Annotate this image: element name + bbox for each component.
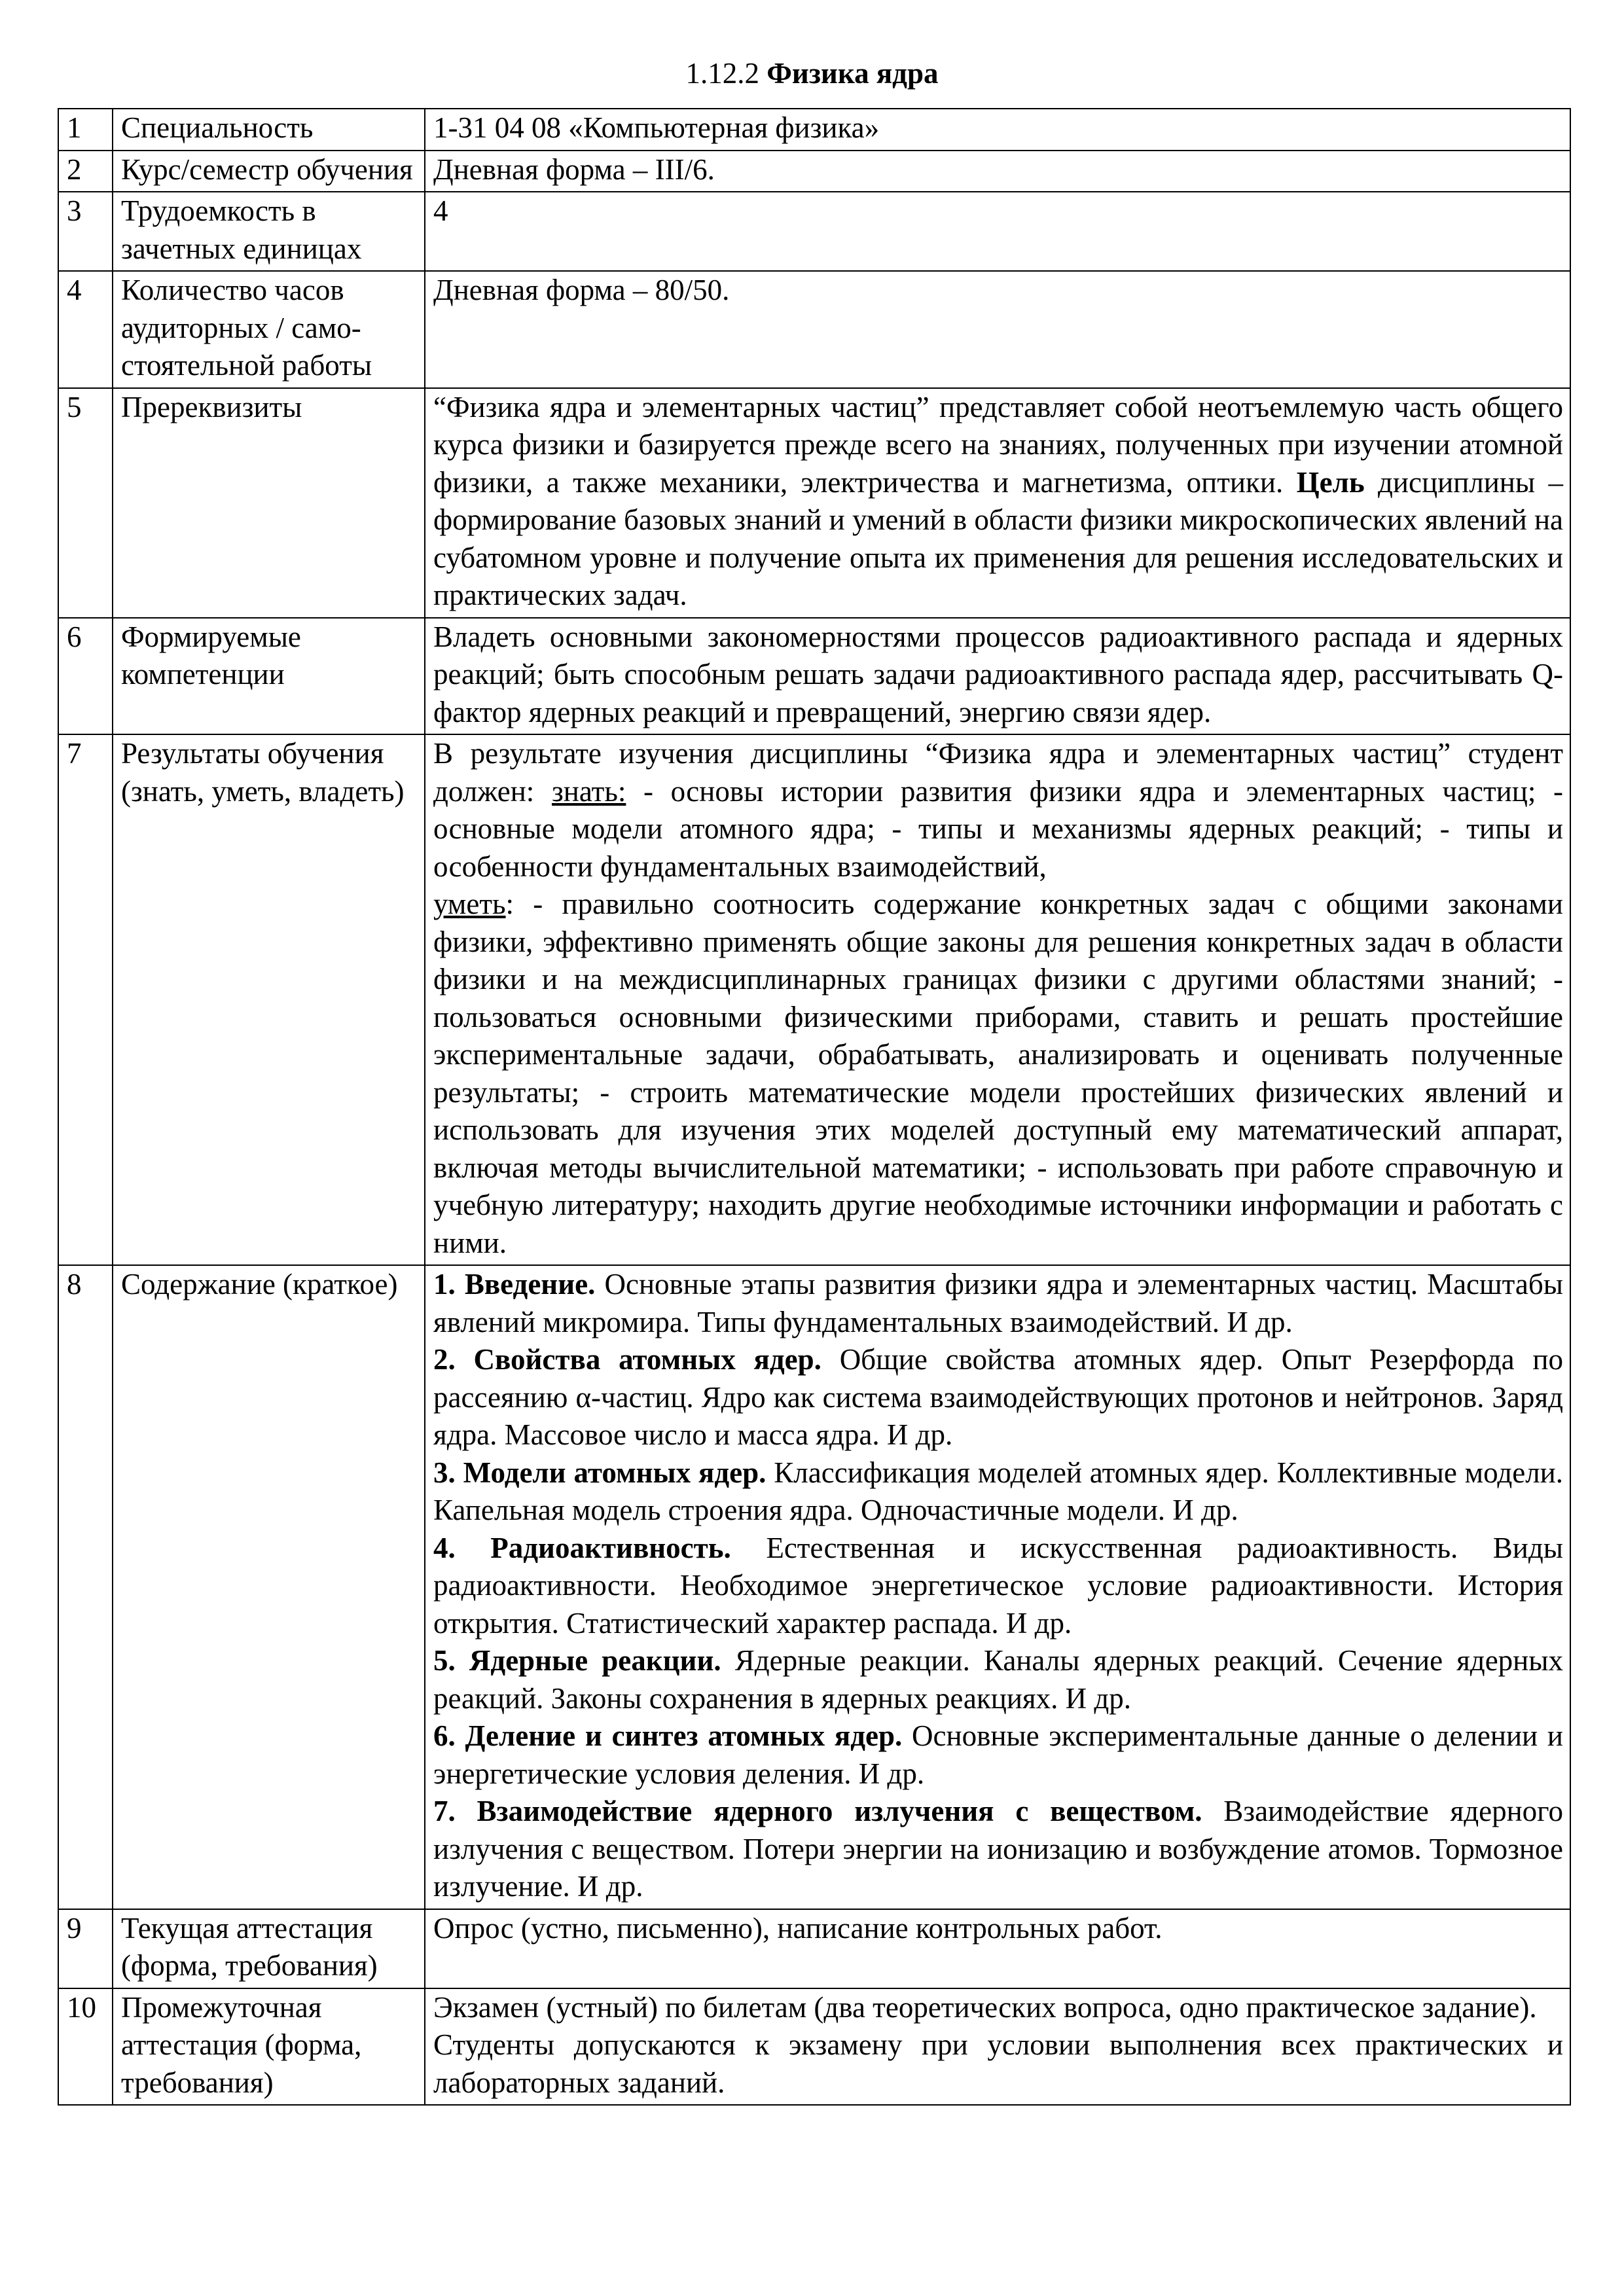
row-number: 1 bbox=[58, 109, 113, 151]
outcomes-intro: В результате изучения дисциплины “Физика ядра и элементарных частиц” студент должен: bbox=[433, 737, 1563, 808]
topic-heading: 5. Ядерные реакции. bbox=[433, 1644, 721, 1677]
topic-item bbox=[433, 1530, 1563, 1643]
know-text: - основы истории развития физики ядра и элементарных частиц; - основные модели атомного ядра; - типы и механизмы ядерных реакций; - типы и особенности фундаментальных взаимодействий, bbox=[433, 774, 1563, 883]
table-row bbox=[58, 271, 1570, 388]
row-label: Промежуточная аттестация (форма, требования) bbox=[113, 1988, 425, 2106]
row-content: 1-31 04 08 «Компьютерная физика» bbox=[425, 109, 1570, 151]
table-row bbox=[58, 151, 1570, 192]
title-name: Физика ядра bbox=[767, 57, 939, 90]
know-label: знать: bbox=[551, 774, 626, 808]
row-label: Содержание (краткое) bbox=[113, 1265, 425, 1909]
topic-heading: 1. Введение. bbox=[433, 1268, 596, 1300]
title-number: 1.12.2 bbox=[685, 57, 759, 90]
row-label: Формируемые компетенции bbox=[113, 618, 425, 735]
topic-heading: 6. Деление и синтез атомных ядер. bbox=[433, 1719, 903, 1752]
row-number: 10 bbox=[58, 1988, 113, 2106]
topic-item bbox=[433, 1454, 1563, 1530]
topic-heading: 4. Радиоактивность. bbox=[433, 1531, 731, 1564]
row-content bbox=[425, 1988, 1570, 2106]
table-row bbox=[58, 734, 1570, 1265]
page-title bbox=[0, 55, 1624, 92]
row-content bbox=[425, 734, 1570, 1265]
table-row bbox=[58, 1265, 1570, 1909]
topic-heading: 2. Свойства атомных ядер. bbox=[433, 1343, 821, 1376]
exam-admission: Студенты допускаются к экзамену при условии выполнения всех практических и лабораторных заданий. bbox=[433, 2028, 1563, 2099]
topic-text: Ядерные реакции. Каналы ядерных реакций. Сечение ядерных реакций. Законы сохранения в ядерных реакциях. И др. bbox=[433, 1644, 1563, 1715]
table-row bbox=[58, 388, 1570, 618]
topic-item bbox=[433, 1793, 1563, 1906]
goal-text: дисциплины – формирование базовых знаний и умений в области физики микроскопических явлений на субатомном уровне и получение опыта их применения для решения исследовательских и практических задач. bbox=[433, 465, 1563, 611]
topic-text: Основные экспериментальные данные о делении и энергетические условия деления. И др. bbox=[433, 1719, 1563, 1790]
can-label: уметь bbox=[433, 888, 506, 920]
row-content bbox=[425, 1265, 1570, 1909]
row-content bbox=[425, 388, 1570, 618]
row-content: Дневная форма – III/6. bbox=[425, 151, 1570, 192]
row-content: Дневная форма – 80/50. bbox=[425, 271, 1570, 388]
row-number: 2 bbox=[58, 151, 113, 192]
table-row bbox=[58, 192, 1570, 271]
course-table bbox=[58, 108, 1571, 2106]
row-number: 4 bbox=[58, 271, 113, 388]
row-number: 8 bbox=[58, 1265, 113, 1909]
table-row bbox=[58, 109, 1570, 151]
topic-item bbox=[433, 1266, 1563, 1341]
row-number: 3 bbox=[58, 192, 113, 271]
topic-heading: 3. Модели атомных ядер. bbox=[433, 1456, 767, 1489]
topic-item bbox=[433, 1642, 1563, 1717]
row-label: Трудоемкость в зачетных единицах bbox=[113, 192, 425, 271]
table-row bbox=[58, 618, 1570, 735]
row-content: 4 bbox=[425, 192, 1570, 271]
prerequisites-text: “Физика ядра и элементарных частиц” представляет собой неотъемлемую часть общего курса физики и базируется прежде всего на знаниях, полученных при изучении атомной физики, а также механики, электричества и магнетизма, оптики. bbox=[433, 390, 1563, 499]
row-label: Курс/семестр обучения bbox=[113, 151, 425, 192]
topic-item bbox=[433, 1341, 1563, 1454]
row-label: Специальность bbox=[113, 109, 425, 151]
can-text: : - правильно соотносить содержание конкретных задач с общими законами физики, эффективно применять общие законы для решения конкретных задач в области физики и на междисциплинарных границах физики с другими областями знаний; - пользоваться основными физическими приборами, ставить и решать простейшие экспериментальные задачи, обрабатывать, анализировать и оценивать полученные результаты; - строить математические модели простейших физических явлений и использовать для изучения этих моделей доступный ему математический аппарат, включая методы вычислительной математики; - использовать при работе справочную и учебную литературу; находить другие необходимые источники информации и работать с ними. bbox=[433, 888, 1563, 1259]
row-label: Текущая аттестация (форма, требования) bbox=[113, 1909, 425, 1988]
topic-text: Классификация моделей атомных ядер. Коллективные модели. Капельная модель строения ядра. Одночастичные модели. И др. bbox=[433, 1456, 1563, 1526]
row-label: Результаты обучения (знать, уметь, владеть) bbox=[113, 734, 425, 1265]
row-number: 9 bbox=[58, 1909, 113, 1988]
table-row bbox=[58, 1909, 1570, 1988]
topic-text: Взаимодействие ядерного излучения с веществом. Потери энергии на ионизацию и возбуждение атомов. Тормозное излучение. И др. bbox=[433, 1795, 1563, 1903]
row-label: Количество часов аудиторных / само-стоятельной работы bbox=[113, 271, 425, 388]
row-number: 5 bbox=[58, 388, 113, 618]
topic-item bbox=[433, 1717, 1563, 1793]
topic-text: Общие свойства атомных ядер. Опыт Резерфорда по рассеянию α-частиц. Ядро как система взаимодействующих протонов и нейтронов. Заряд ядра. Массовое число и масса ядра. И др. bbox=[433, 1343, 1563, 1451]
exam-format: Экзамен (устный) по билетам (два теоретических вопроса, одно практическое задание). bbox=[433, 1990, 1537, 2024]
topic-text: Естественная и искусственная радиоактивность. Виды радиоактивности. Необходимое энергетическое условие радиоактивности. История открытия. Статистический характер распада. И др. bbox=[433, 1531, 1563, 1640]
row-label: Пререквизиты bbox=[113, 388, 425, 618]
row-number: 7 bbox=[58, 734, 113, 1265]
row-content: Владеть основными закономерностями процессов радиоактивного распада и ядерных реакций; быть способным решать задачи радиоактивного распада ядер, рассчитывать Q-фактор ядерных реакций и превращений, энергию связи ядер. bbox=[425, 618, 1570, 735]
goal-label: Цель bbox=[1296, 465, 1365, 499]
topic-text: Основные этапы развития физики ядра и элементарных частиц. Масштабы явлений микромира. Типы фундаментальных взаимодействий. И др. bbox=[433, 1268, 1563, 1338]
row-number: 6 bbox=[58, 618, 113, 735]
topic-heading: 7. Взаимодействие ядерного излучения с веществом. bbox=[433, 1795, 1202, 1827]
table-row bbox=[58, 1988, 1570, 2106]
row-content: Опрос (устно, письменно), написание контрольных работ. bbox=[425, 1909, 1570, 1988]
